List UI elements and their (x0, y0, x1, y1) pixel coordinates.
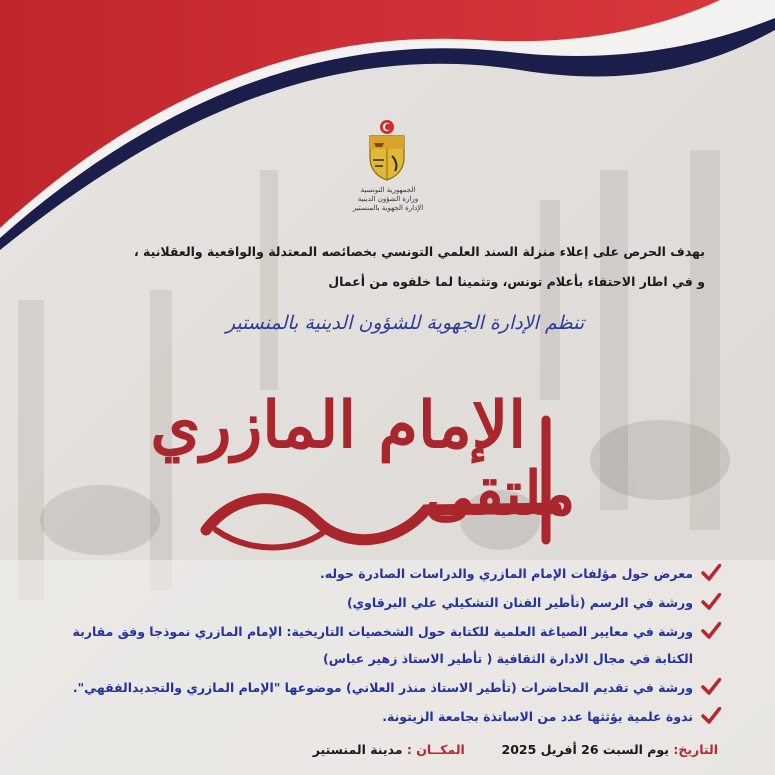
list-item-text: ورشة في تقديم المحاضرات (تأطير الاستاذ منذر العلاني) موضوعها "الإمام المازري والتجديدالفقهي". (72, 680, 693, 695)
list-item (41, 566, 721, 581)
list-item-text: ورشة في معايير الصياغة العلمية للكتابة حول الشخصيات التاريخية: الإمام المازري نموذجا وفق مقاربة (72, 624, 693, 639)
activities-list (41, 566, 721, 738)
organizer-text: تنظم الإدارة الجهوية للشؤون الدينية بالمنستير (225, 312, 585, 334)
title-word: ملتقى (424, 459, 576, 529)
list-item (41, 595, 721, 610)
list-item (41, 624, 721, 666)
list-item (41, 680, 721, 695)
list-item-text: معرض حول مؤلفات الإمام المازري والدراسات الصادرة حوله. (320, 566, 693, 581)
checkmark-icon (701, 707, 721, 725)
list-item-continuation: الكتابة في مجال الادارة الثقافية ( تأطير الاستاذ زهير عباس) (323, 651, 693, 666)
intro-line-1: بهدف الحرص على إعلاء منزلة السند العلمي التونسي بخصائصه المعتدلة والواقعية والعقلانية ، (133, 244, 705, 259)
list-item (41, 709, 721, 724)
intro-line-2: و في اطار الاحتفاء بأعلام تونس، وتثمينا لما خلفوه من أعمال (328, 274, 705, 289)
checkmark-icon (701, 564, 721, 582)
title-name: الإمام المازري (150, 388, 526, 463)
list-item-text: ندوة علمية يؤثثها عدد من الاساتذة بجامعة الزيتونة. (382, 709, 693, 724)
emblem-line-1: الجمهورية التونسية (360, 186, 416, 194)
date-label: التاريخ: (673, 742, 718, 757)
emblem-caption (340, 186, 436, 213)
checkmark-icon (701, 593, 721, 611)
checkmark-icon (701, 622, 721, 640)
event-footer (313, 742, 718, 757)
emblem-line-3: الإدارة الجهوية بالمنستير (352, 204, 424, 212)
date-value: يوم السبت 26 أفريل 2025 (501, 742, 669, 757)
place-value: مدينة المنستير (312, 742, 403, 757)
checkmark-icon (701, 678, 721, 696)
tunisia-coat-of-arms-icon (362, 118, 412, 182)
list-item-text: ورشة في الرسم (تأطير الفنان التشكيلي علي البرقاوي) (346, 595, 693, 610)
emblem-line-2: وزارة الشؤون الدينية (357, 195, 419, 203)
place-label: المكــان : (406, 742, 465, 757)
